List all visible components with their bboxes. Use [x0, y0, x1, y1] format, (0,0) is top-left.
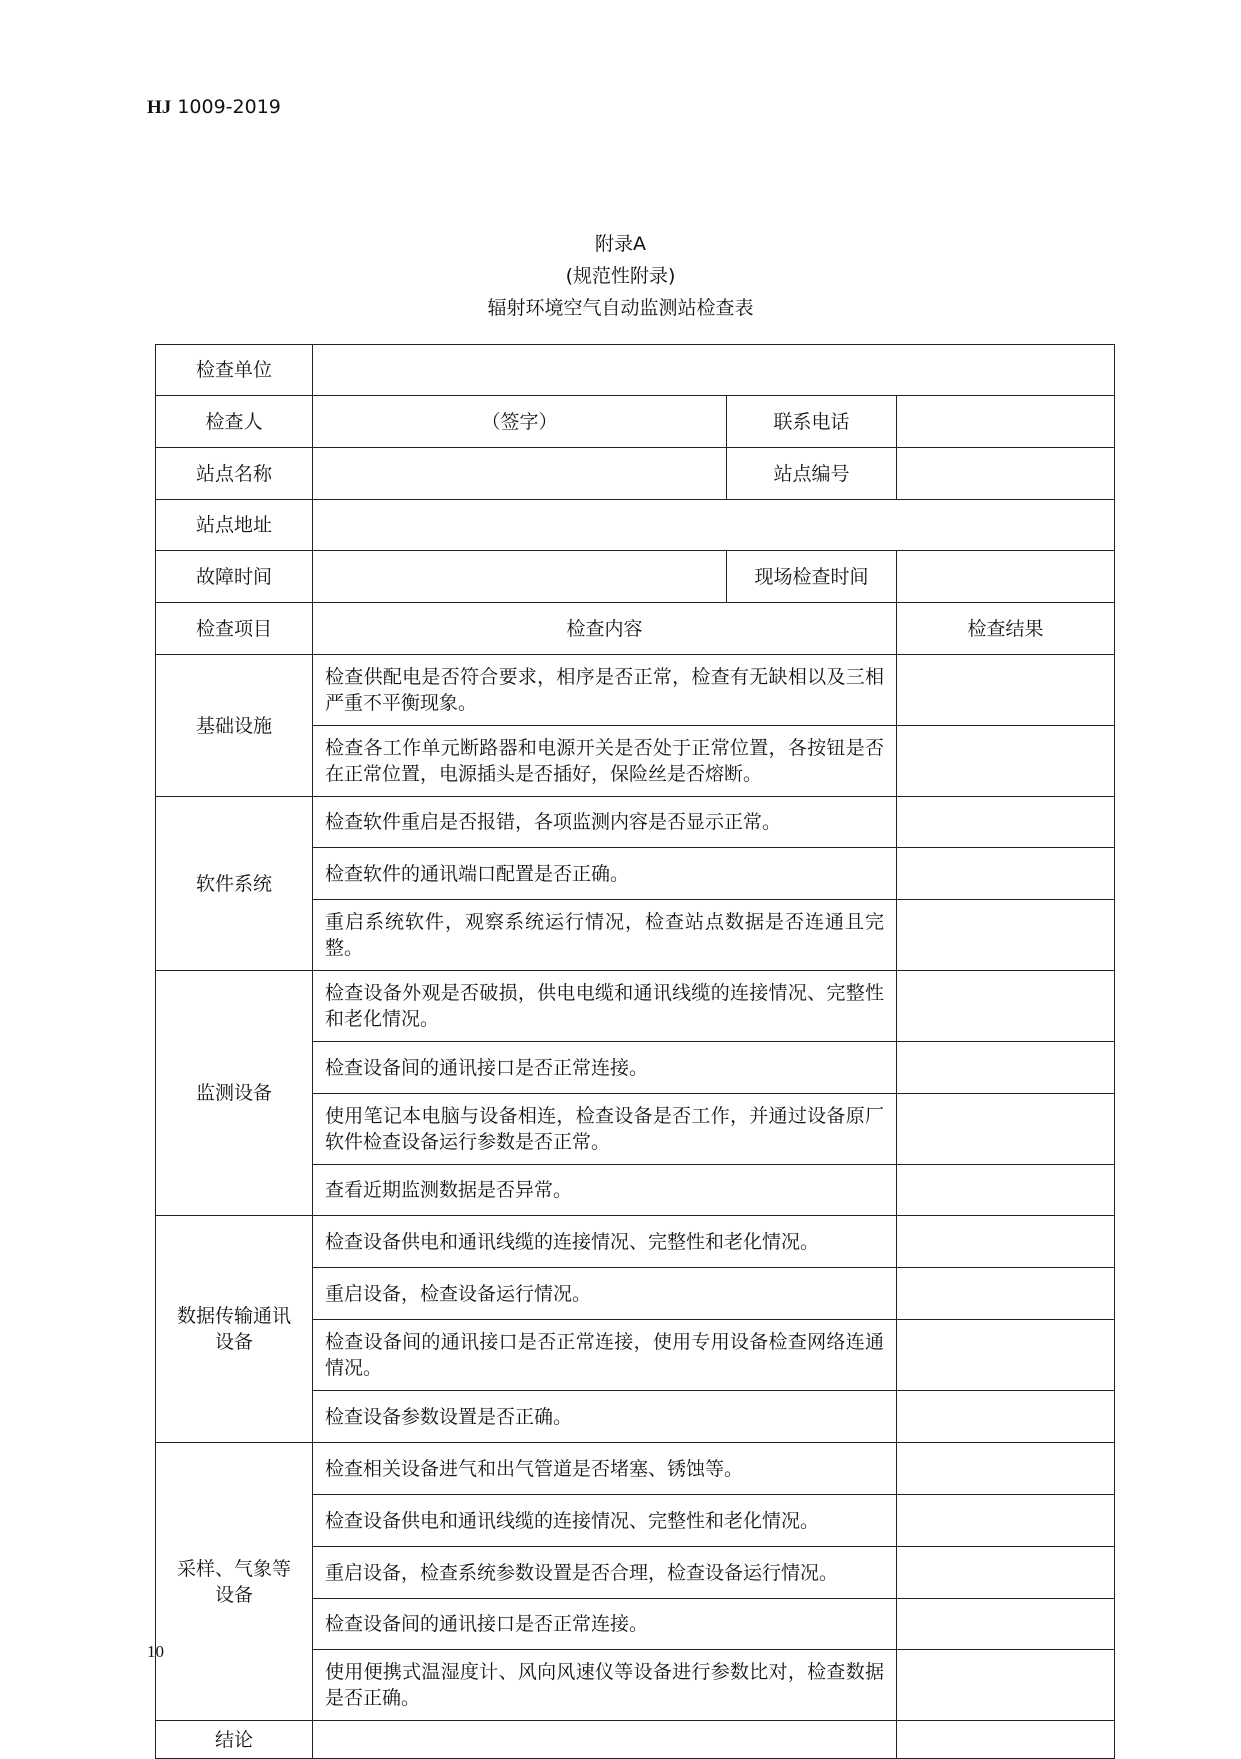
check-row	[156, 1443, 1115, 1495]
check-result-field[interactable]	[897, 1650, 1115, 1721]
check-row	[156, 655, 1115, 726]
check-item-text: 检查各工作单元断路器和电源开关是否处于正常位置，各按钮是否在正常位置，电源插头是否插好，保险丝是否熔断。	[313, 726, 897, 797]
column-header-content: 检查内容	[313, 603, 897, 655]
row-station-address	[156, 500, 1115, 551]
check-result-field[interactable]	[897, 1547, 1115, 1599]
station-name-label: 站点名称	[156, 448, 313, 500]
standard-code-number: 1009-2019	[171, 96, 281, 118]
station-address-field[interactable]	[313, 500, 1115, 551]
column-header-item: 检查项目	[156, 603, 313, 655]
row-station-name	[156, 448, 1115, 500]
check-row	[156, 1216, 1115, 1268]
check-item-text: 检查相关设备进气和出气管道是否堵塞、锈蚀等。	[313, 1443, 897, 1495]
inspection-table	[155, 344, 1115, 1759]
check-item-text: 重启系统软件，观察系统运行情况，检查站点数据是否连通且完整。	[313, 900, 897, 971]
fault-time-field[interactable]	[313, 551, 727, 603]
check-result-field[interactable]	[897, 1094, 1115, 1165]
check-result-field[interactable]	[897, 1042, 1115, 1094]
check-result-field[interactable]	[897, 848, 1115, 900]
column-header-row	[156, 603, 1115, 655]
signature-field[interactable]: （签字）	[313, 396, 727, 448]
appendix-titles	[0, 228, 1241, 324]
row-unit	[156, 345, 1115, 396]
standard-code	[147, 96, 281, 119]
check-item-text: 检查设备供电和通讯线缆的连接情况、完整性和老化情况。	[313, 1495, 897, 1547]
conclusion-result-field[interactable]	[897, 1721, 1115, 1759]
phone-field[interactable]	[897, 396, 1115, 448]
check-result-field[interactable]	[897, 1599, 1115, 1650]
standard-code-prefix: HJ	[147, 97, 172, 118]
check-item-text: 重启设备，检查设备运行情况。	[313, 1268, 897, 1320]
phone-label: 联系电话	[727, 396, 897, 448]
check-result-field[interactable]	[897, 655, 1115, 726]
conclusion-label: 结论	[156, 1721, 313, 1759]
row-times	[156, 551, 1115, 603]
site-check-time-field[interactable]	[897, 551, 1115, 603]
check-row	[156, 797, 1115, 848]
check-item-text: 检查设备参数设置是否正确。	[313, 1391, 897, 1443]
check-item-text: 检查设备供电和通讯线缆的连接情况、完整性和老化情况。	[313, 1216, 897, 1268]
conclusion-field[interactable]	[313, 1721, 897, 1759]
group-label: 基础设施	[156, 655, 313, 797]
group-label: 采样、气象等设备	[156, 1443, 313, 1721]
check-item-text: 检查设备间的通讯接口是否正常连接。	[313, 1042, 897, 1094]
check-result-field[interactable]	[897, 1216, 1115, 1268]
check-item-text: 检查供配电是否符合要求，相序是否正常，检查有无缺相以及三相严重不平衡现象。	[313, 655, 897, 726]
group-label: 软件系统	[156, 797, 313, 971]
station-address-label: 站点地址	[156, 500, 313, 551]
check-result-field[interactable]	[897, 1268, 1115, 1320]
unit-field[interactable]	[313, 345, 1115, 396]
station-name-field[interactable]	[313, 448, 727, 500]
appendix-label: 附录A	[595, 233, 646, 255]
appendix-title: 辐射环境空气自动监测站检查表	[487, 297, 754, 319]
check-result-field[interactable]	[897, 797, 1115, 848]
check-result-field[interactable]	[897, 971, 1115, 1042]
site-check-time-label: 现场检查时间	[727, 551, 897, 603]
check-item-text: 检查软件重启是否报错，各项监测内容是否显示正常。	[313, 797, 897, 848]
page-number: 10	[147, 1642, 164, 1661]
check-item-text: 检查设备间的通讯接口是否正常连接，使用专用设备检查网络连通情况。	[313, 1320, 897, 1391]
appendix-type: (规范性附录)	[565, 265, 676, 287]
check-result-field[interactable]	[897, 1320, 1115, 1391]
row-inspector	[156, 396, 1115, 448]
conclusion-row	[156, 1721, 1115, 1759]
check-item-text: 使用便携式温湿度计、风向风速仪等设备进行参数比对，检查数据是否正确。	[313, 1650, 897, 1721]
check-result-field[interactable]	[897, 1443, 1115, 1495]
group-label: 数据传输通讯设备	[156, 1216, 313, 1443]
check-result-field[interactable]	[897, 1495, 1115, 1547]
group-label: 监测设备	[156, 971, 313, 1216]
check-item-text: 检查设备外观是否破损，供电电缆和通讯线缆的连接情况、完整性和老化情况。	[313, 971, 897, 1042]
check-item-text: 检查设备间的通讯接口是否正常连接。	[313, 1599, 897, 1650]
check-row	[156, 971, 1115, 1042]
check-item-text: 检查软件的通讯端口配置是否正确。	[313, 848, 897, 900]
check-result-field[interactable]	[897, 1391, 1115, 1443]
station-no-field[interactable]	[897, 448, 1115, 500]
column-header-result: 检查结果	[897, 603, 1115, 655]
station-no-label: 站点编号	[727, 448, 897, 500]
unit-label: 检查单位	[156, 345, 313, 396]
check-item-text: 查看近期监测数据是否异常。	[313, 1165, 897, 1216]
check-item-text: 使用笔记本电脑与设备相连，检查设备是否工作，并通过设备原厂软件检查设备运行参数是否正常。	[313, 1094, 897, 1165]
inspector-label: 检查人	[156, 396, 313, 448]
check-result-field[interactable]	[897, 726, 1115, 797]
fault-time-label: 故障时间	[156, 551, 313, 603]
check-result-field[interactable]	[897, 900, 1115, 971]
check-item-text: 重启设备，检查系统参数设置是否合理，检查设备运行情况。	[313, 1547, 897, 1599]
check-result-field[interactable]	[897, 1165, 1115, 1216]
